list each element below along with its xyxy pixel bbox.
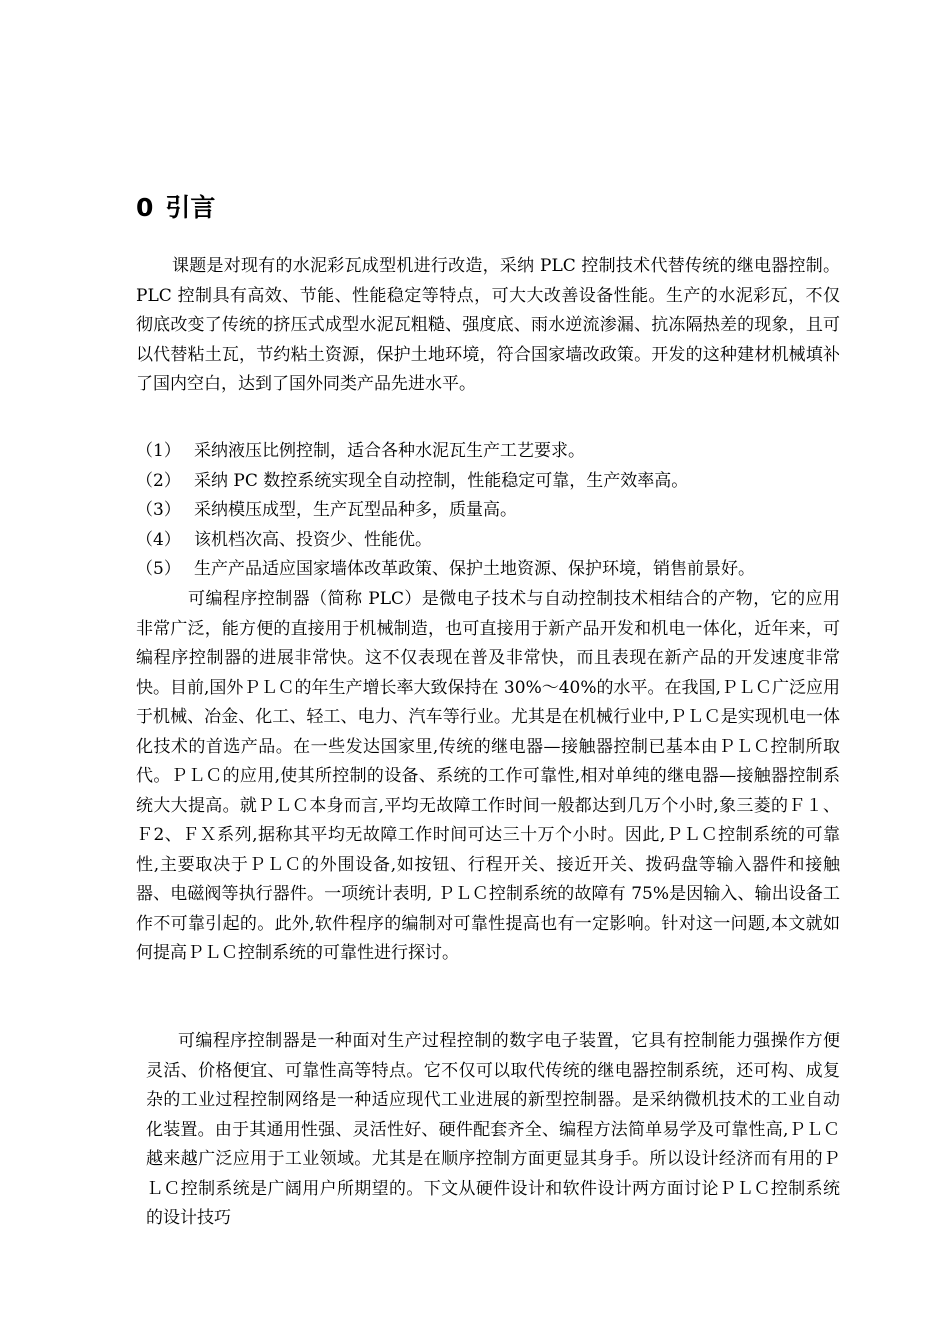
plc-design-paragraph: 可编程序控制器是一种面对生产过程控制的数字电子装置，它具有控制能力强操作方便灵活、价格便宜、可靠性高等特点。它不仅可以取代传统的继电器控制系统，还可构、成复杂的工业过程控制网络是一种适应现代工业进展的新型控制器。是采纳微机技术的工业自动化装置。由于其通用性强、灵活性好、硬件配套齐全、编程方法简单易学及可靠性高,ＰＬＣ越来越广泛应用于工业领域。尤其是在顺序控制方面更显其身手。所以设计经济而有用的ＰＬＣ控制系统是广阔用户所期望的。下文从硬件设计和软件设计两方面讨论ＰＬＣ控制系统的设计技巧: [146, 1031, 840, 1228]
feature-marker: （1）: [136, 441, 181, 461]
feature-text: 采纳液压比例控制，适合各种水泥瓦生产工艺要求。: [194, 441, 585, 461]
feature-text: 该机档次高、投资少、性能优。: [194, 529, 432, 550]
section-number: 0: [136, 193, 154, 222]
feature-text: 生产产品适应国家墙体改革政策、保护土地资源、保护环境，销售前景好。: [194, 559, 755, 579]
plc-overview-paragraph: 可编程序控制器（简称 PLC）是微电子技术与自动控制技术相结合的产物，它的应用非常广泛，能方便的直接用于机械制造，也可直接用于新产品开发和机电一体化，近年来，可编程序控制器的进展非常快。这不仅表现在普及非常快，而且表现在新产品的开发速度非常快。目前,国外ＰＬＣ的年生产增长率大致保持在 30%～40%的水平。在我国,ＰＬＣ广泛应用于机械、冶金、化工、轻工、电力、汽车等行业。尤其是在机械行业中,ＰＬＣ是实现机电一体化技术的首选产品。在一些发达国家里,传统的继电器—接触器控制已基本由ＰＬＣ控制所取代。ＰＬＣ的应用,使其所控制的设备、系统的工作可靠性,相对单纯的继电器—接触器控制系统大大提高。就ＰＬＣ本身而言,平均无故障工作时间一般都达到几万个小时,象三菱的Ｆ１、Ｆ2、ＦＸ系列,据称其平均无故障工作时间可达三十万个小时。因此,ＰＬＣ控制系统的可靠性,主要取决于ＰＬＣ的外围设备,如按钮、行程开关、接近开关、拨码盘等输入器件和接触器、电磁阀等执行器件。一项统计表明, ＰＬＣ控制系统的故障有 75%是因输入、输出设备工作不可靠引起的。此外,软件程序的编制对可靠性提高也有一定影响。针对这一问题,本文就如何提高ＰＬＣ控制系统的可靠性进行探讨。: [136, 589, 840, 963]
feature-item: [136, 496, 840, 526]
intro-paragraph: 课题是对现有的水泥彩瓦成型机进行改造，采纳 PLC 控制技术代替传统的继电器控制。PLC 控制具有高效、节能、性能稳定等特点，可大大改善设备性能。生产的水泥彩瓦，不仅彻底改变了传统的挤压式成型水泥瓦粗糙、强度底、雨水逆流渗漏、抗冻隔热差的现象，且可以代替粘土瓦，节约粘土资源，保护土地环境，符合国家墙改政策。开发的这种建材机械填补了国内空白，达到了国外同类产品先进水平。: [136, 256, 840, 394]
feature-item: [136, 467, 840, 497]
section-heading: [136, 188, 215, 228]
feature-marker: （5）: [136, 559, 181, 579]
feature-text: 采纳模压成型，生产瓦型品种多，质量高。: [194, 500, 517, 520]
feature-marker: （2）: [136, 470, 181, 491]
feature-marker: （3）: [136, 500, 181, 520]
feature-item: [136, 526, 840, 556]
feature-list: [136, 437, 840, 585]
feature-item: [136, 555, 840, 585]
feature-item: [136, 437, 840, 467]
section-title: 引言: [165, 193, 216, 222]
feature-marker: （4）: [136, 529, 181, 550]
feature-text: 采纳 PC 数控系统实现全自动控制，性能稳定可靠，生产效率高。: [194, 470, 689, 491]
